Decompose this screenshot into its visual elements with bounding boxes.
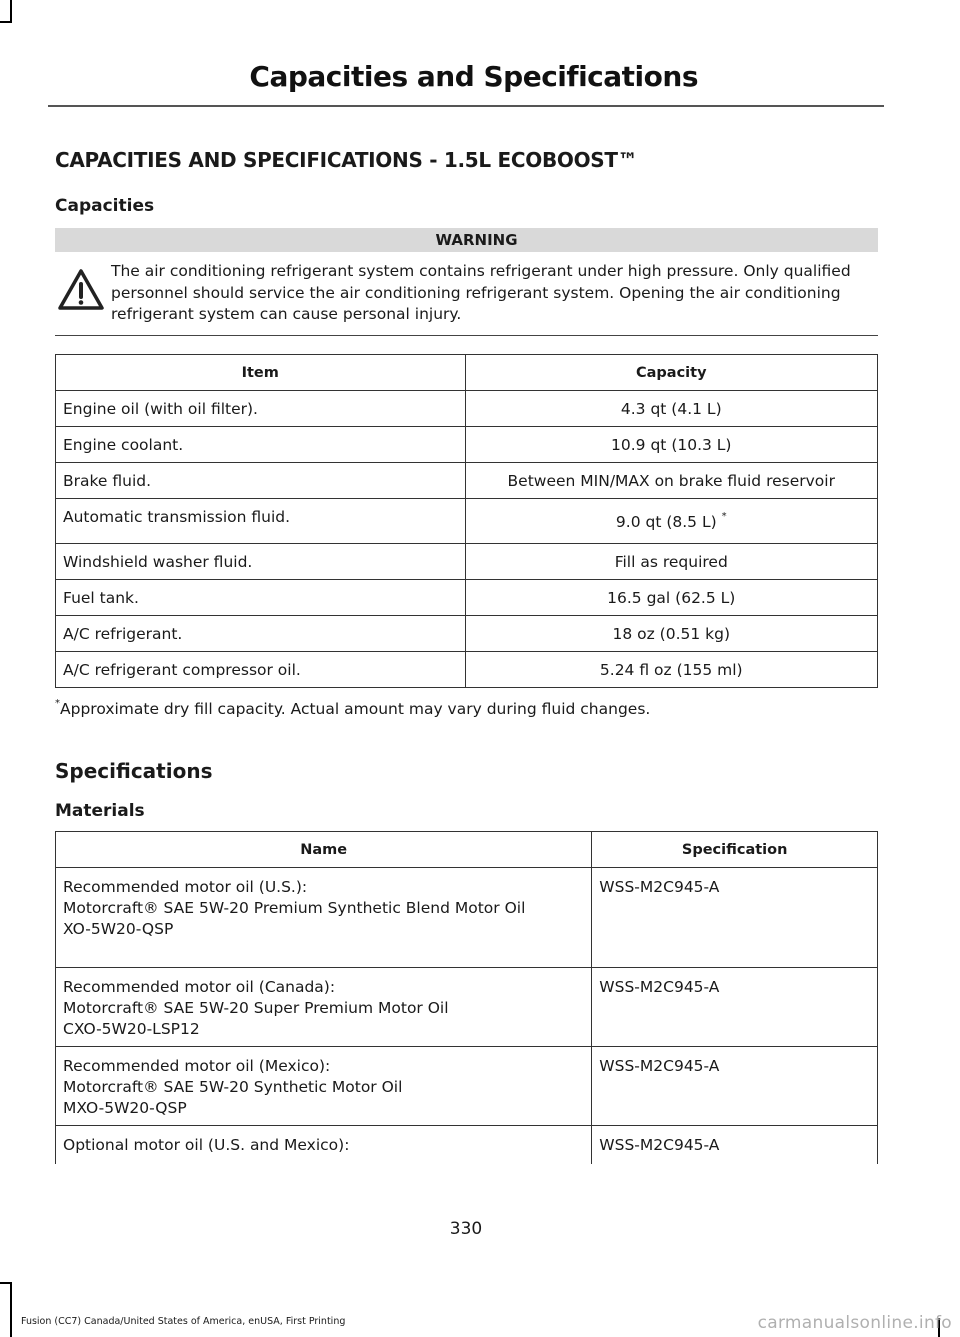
name-cell	[56, 968, 592, 1047]
specification-cell: WSS-M2C945-A	[592, 968, 878, 1047]
table-row	[56, 544, 878, 580]
specification-cell: WSS-M2C945-A	[592, 1126, 878, 1164]
capacity-cell: 4.3 qt (4.1 L)	[465, 391, 877, 427]
name-line: Recommended motor oil (Mexico):	[63, 1057, 331, 1075]
footer-text: Fusion (CC7) Canada/United States of America, enUSA, First Printing	[21, 1316, 346, 1327]
capacities-heading: Capacities	[55, 196, 155, 216]
warning-body	[55, 252, 878, 336]
name-cell	[56, 1126, 592, 1164]
capacity-cell: 5.24 fl oz (155 ml)	[465, 652, 877, 688]
item-cell: Fuel tank.	[56, 580, 466, 616]
name-line: Recommended motor oil (Canada):	[63, 978, 336, 996]
specification-cell: WSS-M2C945-A	[592, 1047, 878, 1126]
footnote-marker: *	[55, 698, 60, 709]
table-row	[56, 427, 878, 463]
column-header-item: Item	[56, 355, 466, 391]
footnote-text: Approximate dry fill capacity. Actual amount may vary during fluid changes.	[60, 700, 651, 718]
capacities-table	[55, 354, 878, 688]
warning-triangle-icon	[57, 268, 105, 312]
item-cell: A/C refrigerant.	[56, 616, 466, 652]
watermark: carmanualsonline.info	[757, 1313, 952, 1333]
table-header-row	[56, 832, 878, 868]
name-line: Motorcraft® SAE 5W-20 Super Premium Motor Oil	[63, 999, 449, 1017]
name-line: Motorcraft® SAE 5W-20 Premium Synthetic Blend Motor Oil	[63, 899, 526, 917]
item-cell: Engine coolant.	[56, 427, 466, 463]
name-line: CXO-5W20-LSP12	[63, 1020, 200, 1038]
page-header-title: Capacities and Specifications	[249, 60, 698, 93]
capacity-cell: Between MIN/MAX on brake fluid reservoir	[465, 463, 877, 499]
page-number: 330	[449, 1219, 483, 1239]
table-row	[56, 616, 878, 652]
capacity-cell	[465, 499, 877, 544]
capacity-cell: 18 oz (0.51 kg)	[465, 616, 877, 652]
table-header-row	[56, 355, 878, 391]
crop-mark	[0, 1282, 12, 1284]
table-row	[56, 499, 878, 544]
warning-label: WARNING	[55, 228, 878, 252]
table-row	[56, 580, 878, 616]
column-header-name: Name	[56, 832, 592, 868]
specification-cell: WSS-M2C945-A	[592, 868, 878, 968]
footnote-marker: *	[721, 511, 727, 522]
crop-mark	[0, 21, 12, 23]
table-row	[56, 1126, 878, 1164]
section-title: CAPACITIES AND SPECIFICATIONS - 1.5L ECOBOOST™	[55, 148, 638, 172]
table-row	[56, 463, 878, 499]
table-row	[56, 391, 878, 427]
table-row	[56, 1047, 878, 1126]
capacity-cell: 16.5 gal (62.5 L)	[465, 580, 877, 616]
item-cell: Windshield washer fluid.	[56, 544, 466, 580]
item-cell: Brake fluid.	[56, 463, 466, 499]
item-cell: Engine oil (with oil filter).	[56, 391, 466, 427]
name-cell	[56, 1047, 592, 1126]
materials-heading: Materials	[55, 801, 145, 821]
name-line: Motorcraft® SAE 5W-20 Synthetic Motor Oil	[63, 1078, 403, 1096]
footnote	[55, 700, 650, 718]
table-row	[56, 652, 878, 688]
item-cell: A/C refrigerant compressor oil.	[56, 652, 466, 688]
column-header-specification: Specification	[592, 832, 878, 868]
warning-box	[55, 228, 878, 336]
capacity-value: 9.0 qt (8.5 L)	[615, 513, 717, 531]
warning-text: The air conditioning refrigerant system contains refrigerant under high pressure. Only qualified personnel should service the air conditioning refrigerant system. Opening the air conditioning refrigerant system can cause personal injury.	[111, 262, 851, 323]
name-line: XO-5W20-QSP	[63, 920, 174, 938]
name-cell	[56, 868, 592, 968]
crop-mark	[10, 0, 12, 23]
specifications-heading: Specifications	[55, 759, 213, 783]
crop-mark	[10, 1282, 12, 1337]
name-line: Optional motor oil (U.S. and Mexico):	[63, 1136, 350, 1154]
name-line: Recommended motor oil (U.S.):	[63, 878, 308, 896]
item-cell: Automatic transmission fluid.	[56, 499, 466, 544]
materials-table	[55, 831, 878, 1164]
capacity-cell: 10.9 qt (10.3 L)	[465, 427, 877, 463]
table-row	[56, 968, 878, 1047]
header-divider	[48, 105, 884, 107]
table-row	[56, 868, 878, 968]
name-line: MXO-5W20-QSP	[63, 1099, 187, 1117]
capacity-cell: Fill as required	[465, 544, 877, 580]
column-header-capacity: Capacity	[465, 355, 877, 391]
